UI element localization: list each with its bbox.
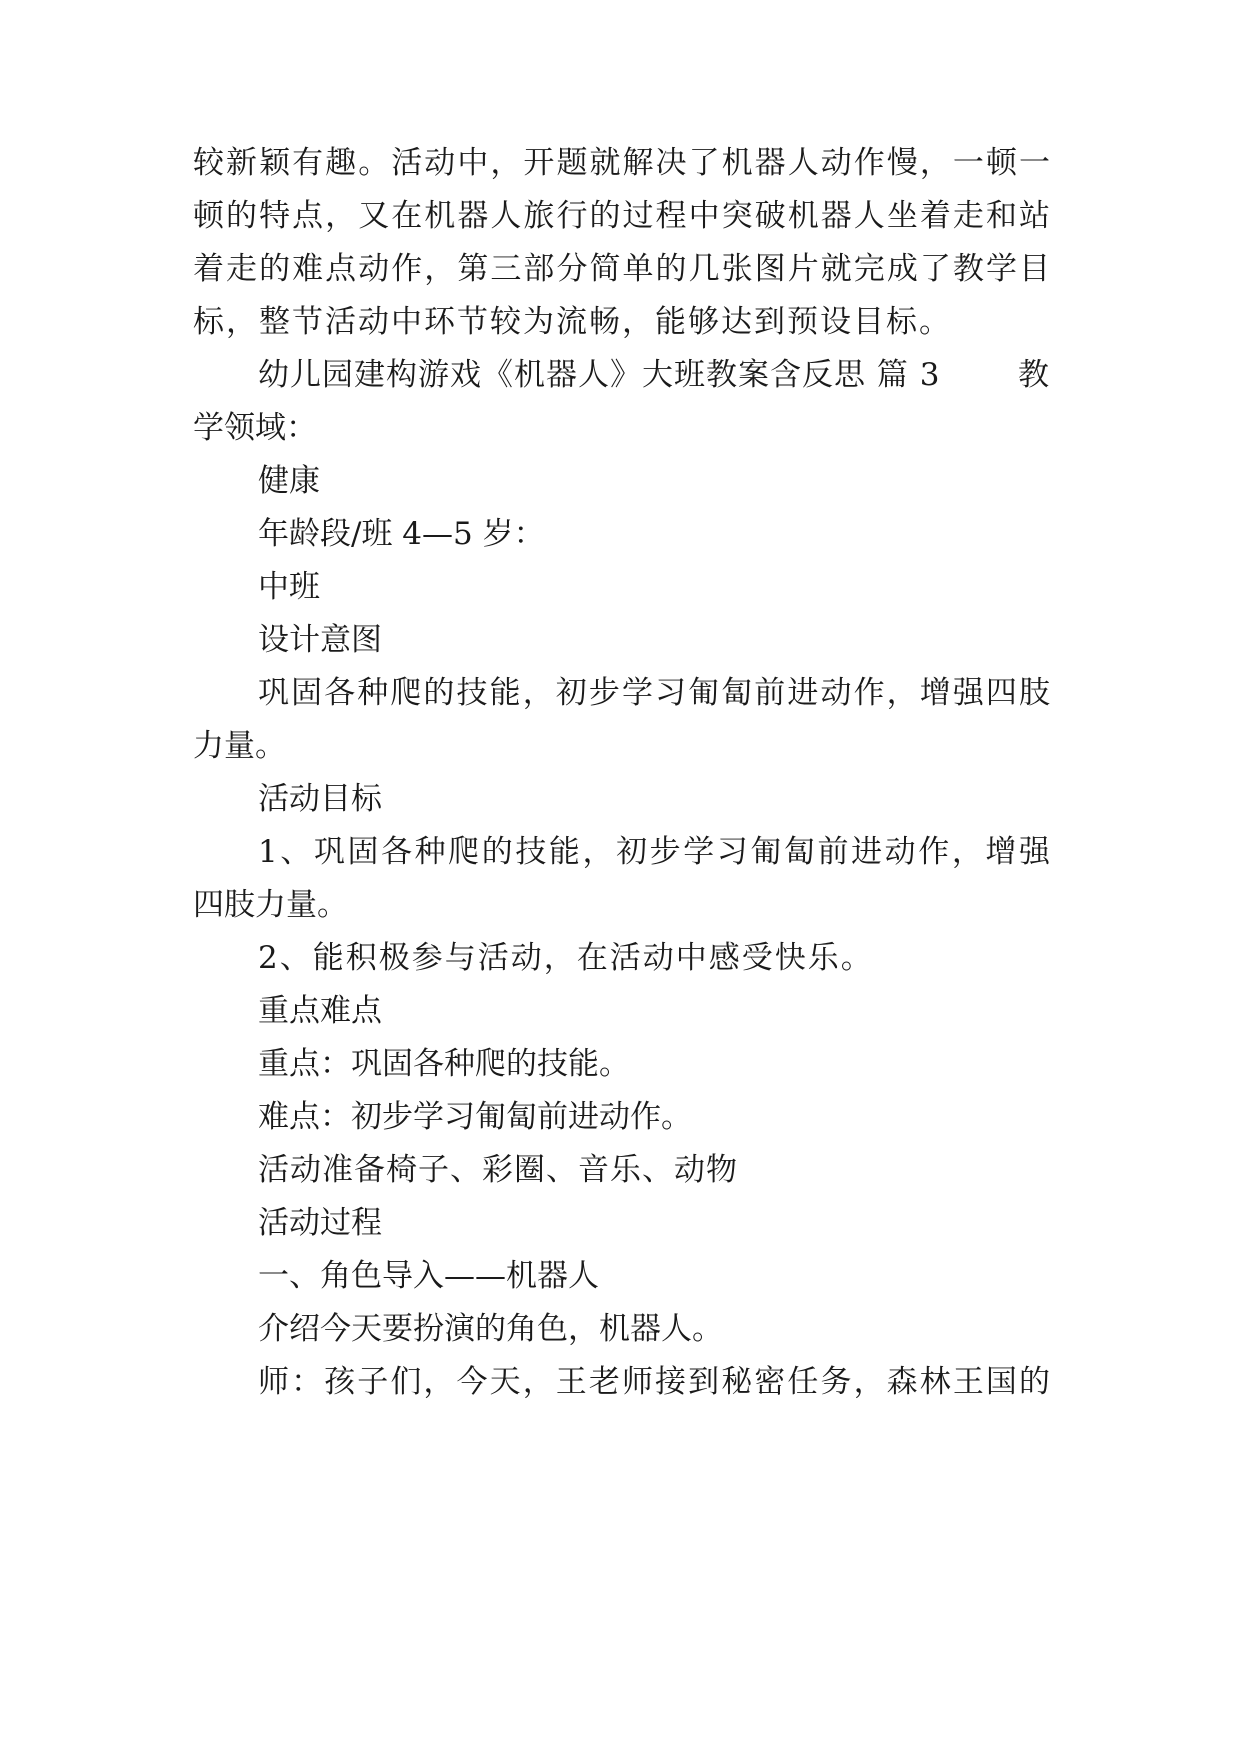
heading-line — [0, 1194, 1241, 1252]
goals-heading: 活动目标 — [258, 781, 382, 817]
paragraph-line — [0, 240, 1241, 298]
paragraph-line — [0, 1300, 1241, 1358]
paragraph-line — [0, 1088, 1241, 1146]
section-title-continued — [0, 399, 1241, 457]
intent-text: 巩固各种爬的技能，初步学习匍匐前进动作，增强四肢 — [258, 675, 1050, 711]
section-title — [0, 346, 1241, 404]
goal-2: 2、能积极参与活动，在活动中感受快乐。 — [258, 940, 874, 976]
paragraph-line — [0, 664, 1241, 722]
intent-text-cont: 力量。 — [193, 728, 286, 764]
key-point: 重点：巩固各种爬的技能。 — [258, 1046, 630, 1082]
paragraph-line — [0, 1353, 1241, 1411]
teacher-line: 师：孩子们，今天，王老师接到秘密任务，森林王国的 — [258, 1364, 1050, 1400]
process-heading: 活动过程 — [258, 1205, 382, 1241]
paragraph-line — [0, 134, 1241, 192]
text-line: 较新颖有趣。活动中，开题就解决了机器人动作慢，一顿一 — [193, 145, 1050, 181]
paragraph-line — [0, 717, 1241, 775]
heading-line — [0, 982, 1241, 1040]
paragraph-line — [0, 1141, 1241, 1199]
text-line: 着走的难点动作，第三部分简单的几张图片就完成了教学目 — [193, 251, 1050, 287]
goal-1: 1、巩固各种爬的技能，初步学习匍匐前进动作，增强 — [258, 834, 1050, 870]
item-line — [0, 505, 1241, 563]
step-1-intro: 介绍今天要扮演的角色，机器人。 — [258, 1311, 723, 1347]
item-line — [0, 558, 1241, 616]
section-title-tail: 教 — [1018, 357, 1049, 393]
item-line — [0, 452, 1241, 510]
goal-1-cont: 四肢力量。 — [193, 887, 348, 923]
item-line — [0, 611, 1241, 669]
paragraph-line — [0, 823, 1241, 881]
age-label: 年龄段/班 4—5 岁： — [258, 516, 545, 552]
heading-line — [0, 770, 1241, 828]
key-difficult-heading: 重点难点 — [258, 993, 382, 1029]
preparation: 活动准备椅子、彩圈、音乐、动物 — [258, 1152, 738, 1188]
step-1: 一、角色导入——机器人 — [258, 1258, 599, 1294]
design-intent-heading: 设计意图 — [258, 622, 382, 658]
paragraph-line — [0, 1247, 1241, 1305]
paragraph-line — [0, 293, 1241, 351]
paragraph-line — [0, 876, 1241, 934]
paragraph-line — [0, 187, 1241, 245]
domain-value: 健康 — [258, 463, 320, 499]
section-title-cont-text: 学领域： — [193, 410, 317, 446]
paragraph-line — [0, 1035, 1241, 1093]
paragraph-line — [0, 929, 1241, 987]
section-title-text: 幼儿园建构游戏《机器人》大班教案含反思 篇 3 — [258, 357, 941, 393]
class-value: 中班 — [258, 569, 320, 605]
text-line: 顿的特点，又在机器人旅行的过程中突破机器人坐着走和站 — [193, 198, 1050, 234]
text-line: 标，整节活动中环节较为流畅，能够达到预设目标。 — [193, 304, 952, 340]
difficult-point: 难点：初步学习匍匐前进动作。 — [258, 1099, 692, 1135]
